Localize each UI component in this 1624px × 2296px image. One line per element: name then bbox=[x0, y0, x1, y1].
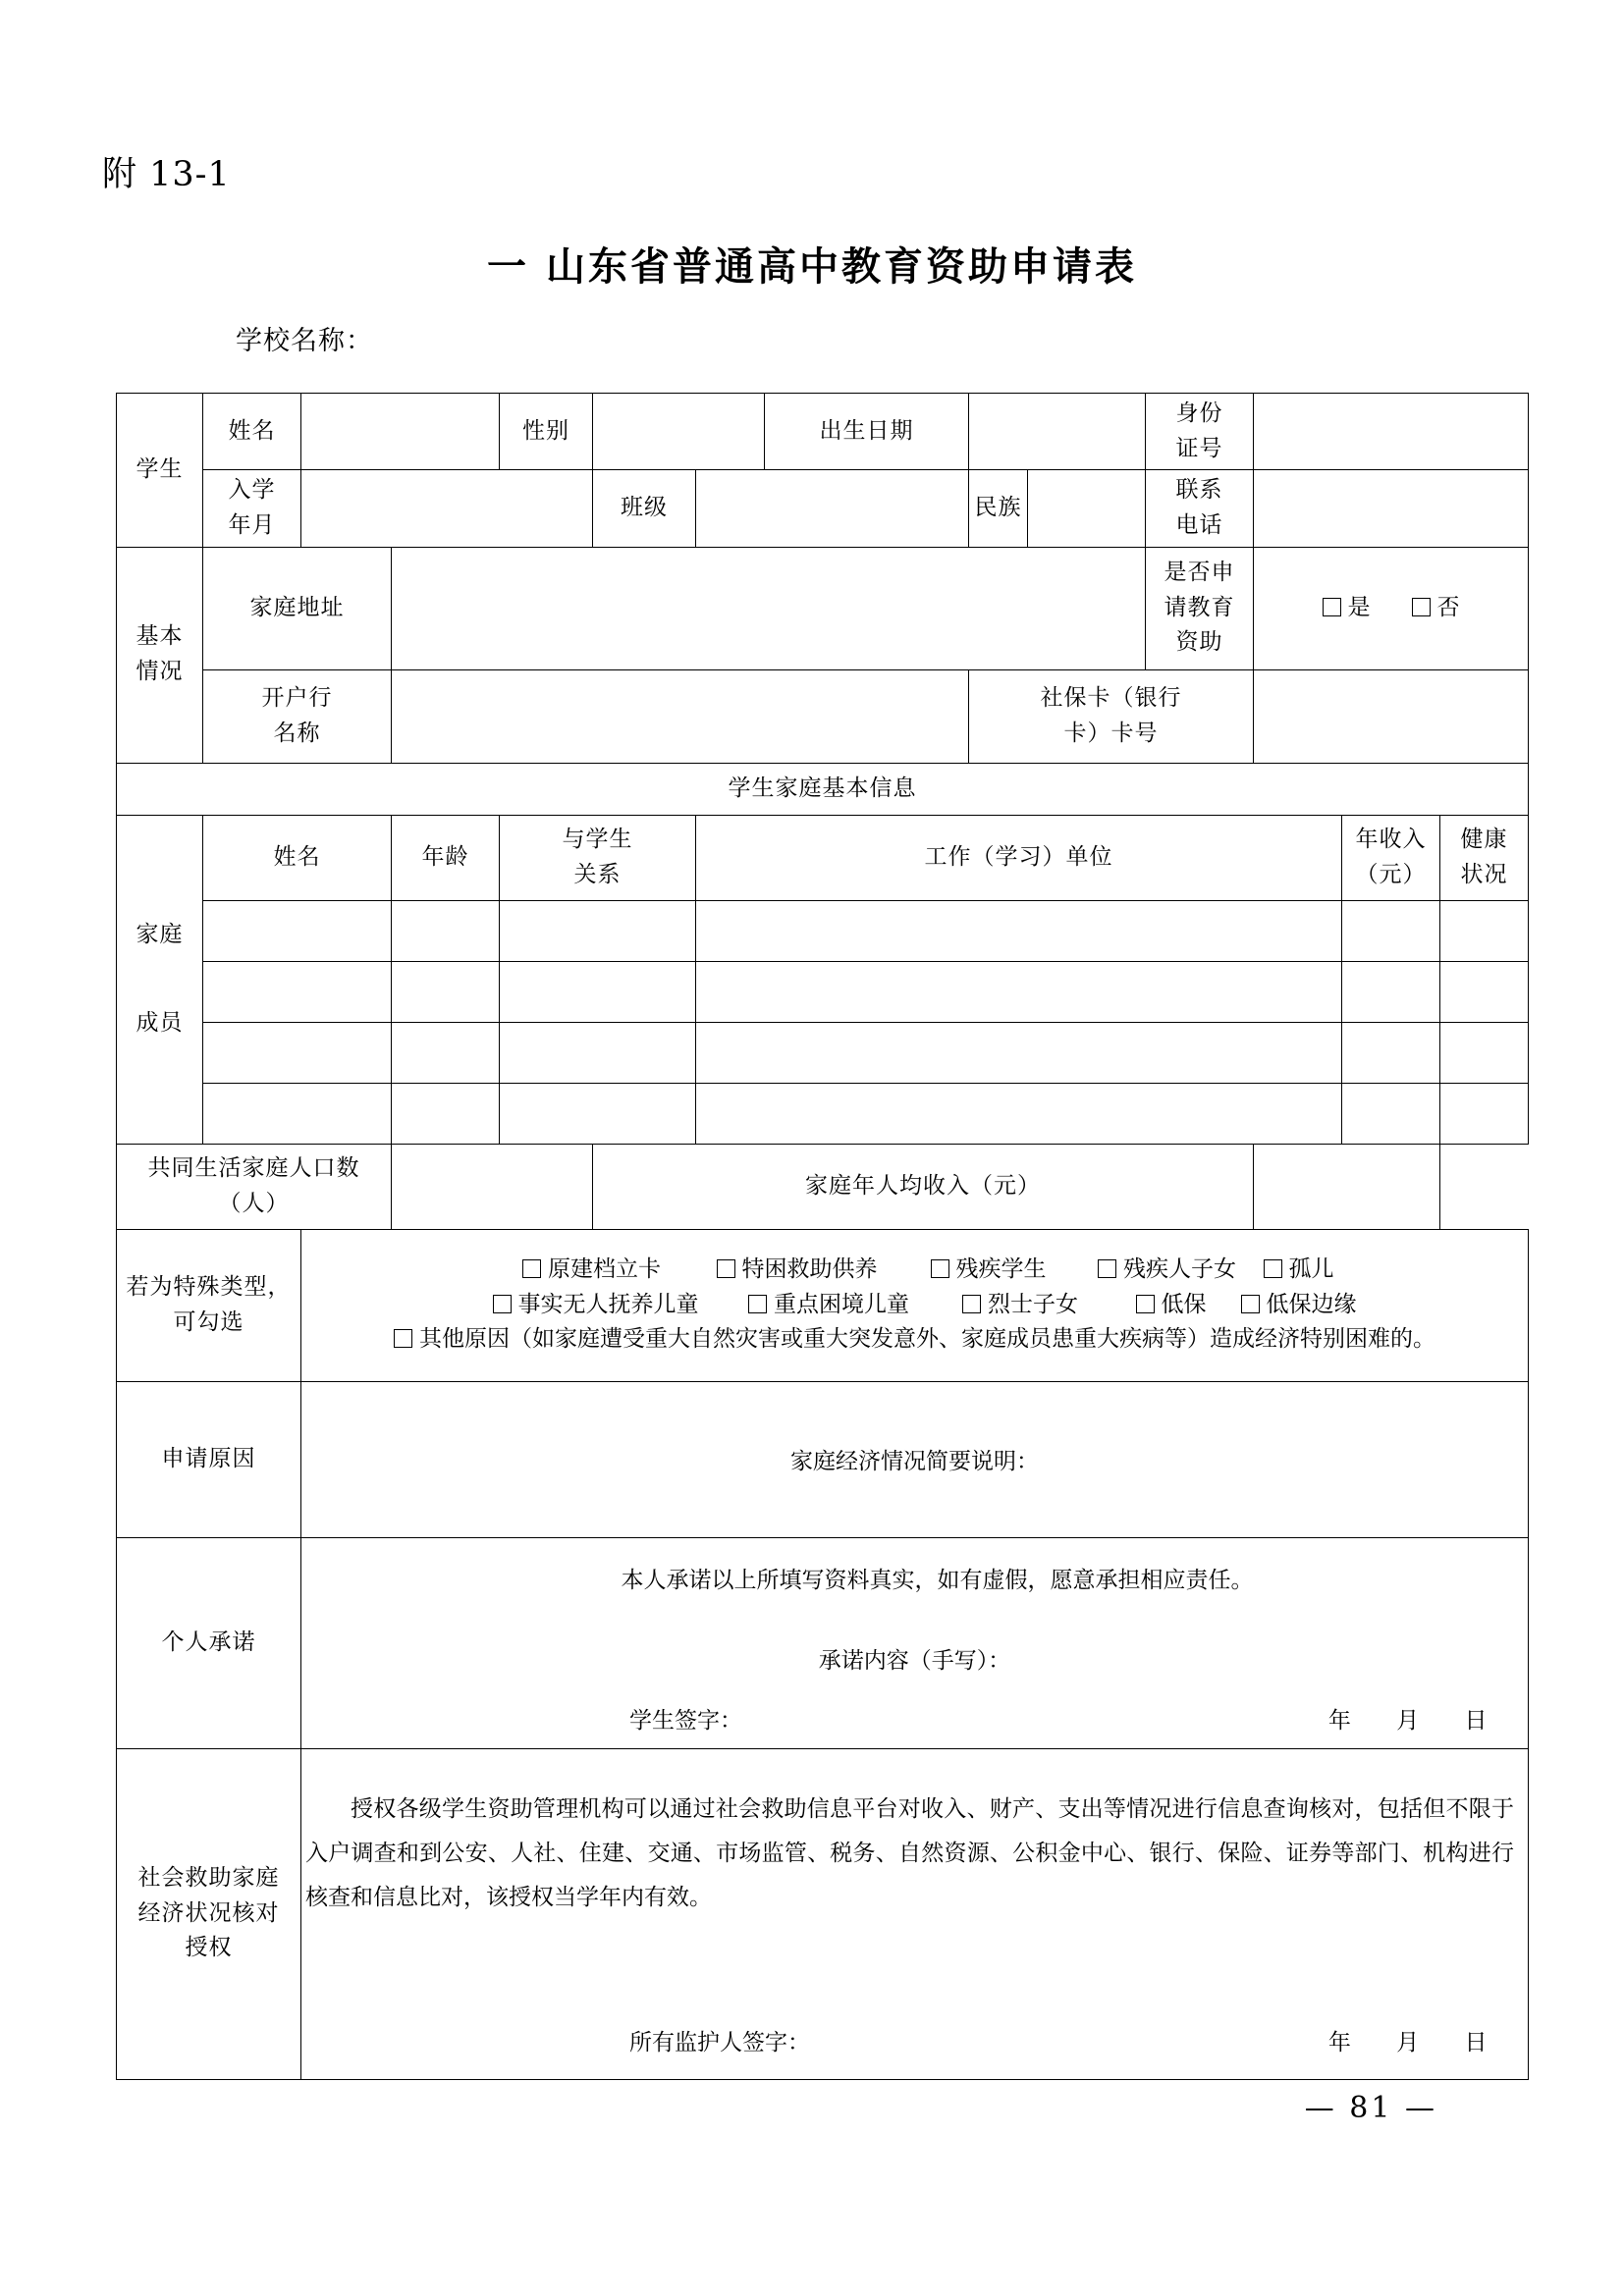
table-row-family-header bbox=[117, 815, 1529, 900]
special-types-checkbox-group bbox=[301, 1229, 1529, 1381]
special-type-label: 孤儿 bbox=[1288, 1256, 1334, 1283]
authorization-label bbox=[117, 1748, 301, 2079]
year-label: 年 bbox=[1327, 2030, 1351, 2056]
commitment-label: 个人承诺 bbox=[117, 1537, 301, 1748]
family-member-income[interactable] bbox=[1342, 1083, 1440, 1144]
student-basic-label-l1: 学生 bbox=[135, 455, 184, 482]
family-member-relation[interactable] bbox=[500, 1083, 696, 1144]
apply-education-aid-label bbox=[1146, 547, 1254, 669]
special-types-row-3 bbox=[305, 1322, 1524, 1358]
col-header-income-l2: （元） bbox=[1355, 861, 1427, 887]
enroll-date-label-l2: 年月 bbox=[228, 511, 276, 538]
special-type-label: 残疾学生 bbox=[955, 1256, 1047, 1283]
household-size-label-l2: （人） bbox=[218, 1190, 290, 1216]
special-type-label: 重点困境儿童 bbox=[774, 1291, 909, 1317]
table-row-apply-reason bbox=[117, 1381, 1529, 1537]
table-row-commitment bbox=[117, 1537, 1529, 1748]
special-type-option[interactable] bbox=[906, 1253, 1071, 1288]
apply-reason-prompt: 家庭经济情况简要说明： bbox=[790, 1448, 1039, 1474]
card-number-input[interactable] bbox=[1254, 669, 1529, 763]
family-member-health[interactable] bbox=[1440, 900, 1529, 961]
family-member-health[interactable] bbox=[1440, 961, 1529, 1022]
birthdate-label: 出生日期 bbox=[765, 394, 969, 470]
authorization-signature-row bbox=[305, 1920, 1524, 2061]
household-size-label-l1: 共同生活家庭人口数 bbox=[147, 1154, 360, 1181]
checkbox-icon[interactable] bbox=[1323, 598, 1341, 616]
col-header-relation bbox=[500, 815, 696, 900]
col-header-name: 姓名 bbox=[203, 815, 392, 900]
authorization-label-l2: 经济状况核对 bbox=[137, 1899, 280, 1926]
commitment-handwrite-prompt: 承诺内容（手写）： bbox=[818, 1647, 1011, 1674]
household-size-input[interactable] bbox=[392, 1144, 593, 1229]
family-member-relation[interactable] bbox=[500, 961, 696, 1022]
student-basic-label-2 bbox=[117, 547, 203, 763]
family-member-workplace[interactable] bbox=[696, 961, 1342, 1022]
school-name-label: 学校名称： bbox=[236, 326, 373, 356]
class-label: 班级 bbox=[593, 470, 696, 547]
special-types-row-1 bbox=[305, 1253, 1524, 1288]
family-member-health[interactable] bbox=[1440, 1022, 1529, 1083]
family-member-age[interactable] bbox=[392, 900, 500, 961]
authorization-field bbox=[301, 1748, 1529, 2079]
special-type-option[interactable] bbox=[473, 1288, 719, 1323]
apply-label-l3: 资助 bbox=[1175, 629, 1223, 656]
family-info-banner: 学生家庭基本信息 bbox=[117, 763, 1529, 815]
authorization-text: 授权各级学生资助管理机构可以通过社会救助信息平台对收入、财产、支出等情况进行信息查询核对，包括但不限于入户调查和到公安、人社、住建、交通、市场监管、税务、自然资源、公积金中心、银行、保险、证券等部门、机构进行核查和信息比对，该授权当学年内有效。 bbox=[305, 1796, 1514, 1911]
phone-label-l1: 联系 bbox=[1175, 477, 1223, 504]
per-capita-income-label: 家庭年人均收入（元） bbox=[593, 1144, 1254, 1229]
checkbox-icon[interactable] bbox=[1412, 598, 1431, 616]
card-number-label-l2: 卡）卡号 bbox=[1063, 720, 1159, 746]
special-type-option[interactable] bbox=[719, 1288, 940, 1323]
special-type-option[interactable] bbox=[1071, 1253, 1264, 1288]
checkbox-icon[interactable] bbox=[1264, 1259, 1282, 1278]
apply-yes-label: 是 bbox=[1347, 594, 1371, 620]
family-member-income[interactable] bbox=[1342, 900, 1440, 961]
family-members-label-l2: 成员 bbox=[135, 1009, 184, 1036]
authorization-date[interactable] bbox=[1309, 2026, 1506, 2061]
special-types-label-l2: 可勾选 bbox=[173, 1308, 244, 1335]
month-label: 月 bbox=[1396, 2030, 1420, 2056]
family-member-workplace[interactable] bbox=[696, 1083, 1342, 1144]
family-member-age[interactable] bbox=[392, 961, 500, 1022]
special-type-label: 低保边缘 bbox=[1266, 1291, 1357, 1317]
special-type-label: 事实无人抚养儿童 bbox=[517, 1291, 699, 1317]
family-member-relation[interactable] bbox=[500, 1022, 696, 1083]
bank-name-input[interactable] bbox=[392, 669, 969, 763]
col-header-income-l1: 年收入 bbox=[1355, 826, 1427, 852]
special-type-label: 特困救助供养 bbox=[741, 1256, 878, 1283]
attachment-label: 附 13-1 bbox=[102, 155, 231, 194]
page-title: 一 山东省普通高中教育资助申请表 bbox=[487, 243, 1137, 290]
phone-label bbox=[1146, 470, 1254, 547]
special-type-option[interactable] bbox=[1264, 1253, 1334, 1288]
phone-label-l2: 电话 bbox=[1175, 511, 1223, 538]
table-row-enroll bbox=[117, 470, 1529, 547]
home-address-label: 家庭地址 bbox=[203, 547, 392, 669]
table-row-family-member bbox=[117, 961, 1529, 1022]
student-basic-label bbox=[117, 394, 203, 548]
special-type-other-option[interactable] bbox=[394, 1322, 1435, 1358]
id-number-label bbox=[1146, 394, 1254, 470]
bank-name-label-l1: 开户行 bbox=[261, 684, 333, 711]
bank-name-label-l2: 名称 bbox=[273, 720, 321, 746]
family-member-workplace[interactable] bbox=[696, 900, 1342, 961]
family-member-name[interactable] bbox=[203, 961, 392, 1022]
special-type-label: 低保 bbox=[1161, 1291, 1207, 1317]
col-header-health-l1: 健康 bbox=[1460, 826, 1508, 852]
page-number: — 81 — bbox=[1304, 2091, 1437, 2125]
enroll-date-label-l1: 入学 bbox=[228, 477, 276, 504]
ethnicity-label: 民族 bbox=[969, 470, 1028, 547]
family-member-relation[interactable] bbox=[500, 900, 696, 961]
family-member-workplace[interactable] bbox=[696, 1022, 1342, 1083]
day-label: 日 bbox=[1464, 1708, 1488, 1735]
apply-education-aid-choices bbox=[1254, 547, 1529, 669]
checkbox-icon[interactable] bbox=[931, 1259, 949, 1278]
name-input[interactable] bbox=[301, 394, 500, 470]
apply-yes-option[interactable] bbox=[1323, 591, 1371, 626]
family-members-label-l1: 家庭 bbox=[135, 921, 184, 947]
checkbox-icon[interactable] bbox=[1098, 1259, 1116, 1278]
family-member-income[interactable] bbox=[1342, 1022, 1440, 1083]
commitment-field bbox=[301, 1537, 1529, 1748]
enroll-date-label bbox=[203, 470, 301, 547]
id-number-label-l1: 身份 bbox=[1175, 400, 1223, 426]
authorization-label-l3: 授权 bbox=[185, 1935, 233, 1961]
guardian-signature-label[interactable]: 所有监护人签字： bbox=[629, 2030, 810, 2056]
commitment-text: 本人承诺以上所填写资料真实，如有虚假，愿意承担相应责任。 bbox=[621, 1568, 1254, 1594]
table-row-family-member bbox=[117, 1083, 1529, 1144]
table-row-special-types bbox=[117, 1229, 1529, 1381]
family-member-name[interactable] bbox=[203, 1022, 392, 1083]
special-types-row-2 bbox=[305, 1288, 1524, 1323]
special-type-label: 烈士子女 bbox=[988, 1291, 1078, 1317]
commitment-date[interactable] bbox=[1309, 1704, 1506, 1739]
student-signature-label[interactable]: 学生签字： bbox=[629, 1708, 742, 1735]
col-header-age: 年龄 bbox=[392, 815, 500, 900]
checkbox-icon[interactable] bbox=[717, 1259, 735, 1278]
card-number-label bbox=[969, 669, 1254, 763]
application-form-table bbox=[116, 393, 1529, 2080]
table-row-authorization bbox=[117, 1748, 1529, 2079]
table-row-household bbox=[117, 1144, 1529, 1229]
checkbox-icon[interactable] bbox=[1241, 1295, 1260, 1313]
special-types-label-l1: 若为特殊类型， bbox=[126, 1273, 292, 1300]
student-basic-label-l3: 情况 bbox=[135, 659, 184, 685]
col-header-health bbox=[1440, 815, 1529, 900]
enroll-date-input[interactable] bbox=[301, 470, 593, 547]
checkbox-icon[interactable] bbox=[394, 1329, 412, 1348]
table-row-family-banner bbox=[117, 763, 1529, 815]
apply-no-option[interactable] bbox=[1412, 591, 1460, 626]
table-row-family-member bbox=[117, 1022, 1529, 1083]
checkbox-icon[interactable] bbox=[1136, 1295, 1155, 1313]
bank-name-label bbox=[203, 669, 392, 763]
checkbox-icon[interactable] bbox=[493, 1295, 512, 1313]
checkbox-icon[interactable] bbox=[522, 1259, 541, 1278]
commitment-signature-row bbox=[305, 1679, 1524, 1739]
gender-label: 性别 bbox=[500, 394, 593, 470]
apply-label-l1: 是否申 bbox=[1164, 560, 1235, 586]
apply-no-label: 否 bbox=[1436, 594, 1460, 620]
gender-input[interactable] bbox=[593, 394, 765, 470]
student-basic-label-l2: 基本 bbox=[135, 623, 184, 650]
family-member-age[interactable] bbox=[392, 1022, 500, 1083]
special-type-option[interactable] bbox=[1241, 1288, 1357, 1323]
home-address-input[interactable] bbox=[392, 547, 1146, 669]
special-type-option[interactable] bbox=[940, 1288, 1102, 1323]
special-type-option[interactable] bbox=[1102, 1288, 1241, 1323]
col-header-relation-l2: 关系 bbox=[573, 861, 622, 887]
apply-reason-label: 申请原因 bbox=[117, 1381, 301, 1537]
family-member-name[interactable] bbox=[203, 1083, 392, 1144]
phone-input[interactable] bbox=[1254, 470, 1529, 547]
family-member-name[interactable] bbox=[203, 900, 392, 961]
month-label: 月 bbox=[1396, 1708, 1420, 1735]
family-member-health[interactable] bbox=[1440, 1083, 1529, 1144]
class-input[interactable] bbox=[696, 470, 969, 547]
ethnicity-input[interactable] bbox=[1028, 470, 1146, 547]
col-header-workplace: 工作（学习）单位 bbox=[696, 815, 1342, 900]
year-label: 年 bbox=[1327, 1708, 1351, 1735]
authorization-label-l1: 社会救助家庭 bbox=[137, 1865, 280, 1892]
special-type-option[interactable] bbox=[688, 1253, 906, 1288]
id-number-label-l2: 证号 bbox=[1175, 435, 1223, 461]
special-types-label bbox=[117, 1229, 301, 1381]
table-row-home-address bbox=[117, 547, 1529, 669]
table-row-student-name bbox=[117, 394, 1529, 470]
special-type-label: 残疾人子女 bbox=[1123, 1256, 1236, 1283]
name-label: 姓名 bbox=[203, 394, 301, 470]
checkbox-icon[interactable] bbox=[748, 1295, 767, 1313]
family-member-income[interactable] bbox=[1342, 961, 1440, 1022]
card-number-label-l1: 社保卡（银行 bbox=[1040, 684, 1182, 711]
day-label: 日 bbox=[1464, 2030, 1488, 2056]
special-type-other-label: 其他原因（如家庭遭受重大自然灾害或重大突发意外、家庭成员患重大疾病等）造成经济特别困难的。 bbox=[419, 1326, 1435, 1353]
id-number-input[interactable] bbox=[1254, 394, 1529, 470]
apply-reason-field[interactable] bbox=[301, 1381, 1529, 1537]
birthdate-input[interactable] bbox=[969, 394, 1146, 470]
family-member-age[interactable] bbox=[392, 1083, 500, 1144]
family-members-label bbox=[117, 815, 203, 1144]
apply-label-l2: 请教育 bbox=[1164, 594, 1235, 620]
col-header-health-l2: 状况 bbox=[1460, 861, 1508, 887]
household-size-label bbox=[117, 1144, 392, 1229]
table-row-bank bbox=[117, 669, 1529, 763]
col-header-income bbox=[1342, 815, 1440, 900]
special-type-option[interactable] bbox=[496, 1253, 688, 1288]
checkbox-icon[interactable] bbox=[962, 1295, 981, 1313]
per-capita-income-input[interactable] bbox=[1254, 1144, 1440, 1229]
special-type-label: 原建档立卡 bbox=[548, 1256, 661, 1283]
col-header-relation-l1: 与学生 bbox=[562, 826, 633, 852]
table-row-family-member bbox=[117, 900, 1529, 961]
